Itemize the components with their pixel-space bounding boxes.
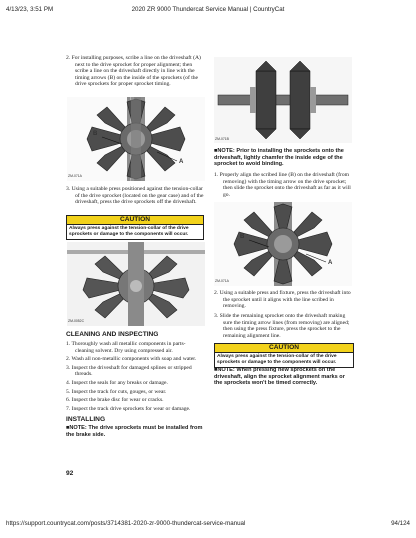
callout-a: A — [328, 260, 333, 266]
right-step-2: 2. Using a suitable press and fixture, press the driveshaft into the sprocket until it aligns with the line scribed in removing. — [214, 290, 351, 310]
figure-caption: ZM-071A — [68, 174, 82, 178]
caution-text: Always press against the tension-collar of the drive sprockets or damage to the components will occur. — [214, 353, 354, 368]
caution-text: Always press against the tension-collar of the drive sprockets or damage to the components will occur. — [66, 225, 204, 240]
driveshaft-image — [214, 57, 352, 143]
sprocket-photo-3 — [214, 202, 352, 286]
driveshaft-photo — [214, 57, 352, 143]
print-url: https://support.countrycat.com/posts/3714381-2020-zr-9000-thundercat-service-manual — [6, 520, 246, 527]
page-number: 92 — [66, 470, 74, 477]
installing-note: ■NOTE: The drive sprockets must be installed from the brake side. — [66, 425, 203, 438]
cleaning-step: 4. Inspect the seals for any breaks or damage. — [66, 379, 168, 386]
figure-caption: ZM-071B — [215, 137, 229, 141]
right-note-1: ■NOTE: Prior to installing the sprockets onto the driveshaft, lightly chamfer the inside edge of the sprocket to avoid binding. — [214, 148, 344, 168]
sprocket-image-2 — [67, 242, 205, 326]
sprocket-image-3 — [214, 202, 352, 286]
print-page-counter: 94/124 — [391, 520, 410, 527]
right-step-3: 3. Slide the remaining sprocket onto the driveshaft making sure the timing arrow lines (from removing) are aligned; then using the press fixture, press the sprocket to the remaining alignment line. — [214, 313, 350, 339]
cleaning-step: 6. Inspect the brake disc for wear or cracks. — [66, 397, 164, 404]
print-timestamp: 4/13/23, 3:51 PM — [6, 6, 54, 13]
figure-caption: ZM-0052C — [68, 319, 85, 323]
caution-box-right — [214, 343, 354, 368]
caution-title: CAUTION — [214, 343, 354, 353]
caution-title: CAUTION — [66, 215, 204, 225]
installing-heading: INSTALLING — [66, 416, 106, 424]
cleaning-heading: CLEANING AND INSPECTING — [66, 331, 159, 338]
callout-b: B — [93, 131, 98, 137]
sprocket-image-1 — [67, 97, 205, 181]
sprocket-photo-2 — [67, 242, 205, 326]
left-step-3: 3. Using a suitable press positioned against the tension-collar of the drive sprocket (located on the gear case) and of the driveshaft, press the drive sprockets off the driveshaft. — [66, 186, 204, 206]
right-step-1: 1. Properly align the scribed line (B) on the driveshaft (from removing) with the timing arrow on the drive sprocket; then slide the sprocket onto the driveshaft as far as it will go. — [214, 172, 351, 198]
callout-b: B — [240, 234, 245, 240]
cleaning-step: 7. Inspect the track drive sprockets for wear or damage. — [66, 405, 191, 412]
cleaning-step: 5. Inspect the track for cuts, gouges, or wear. — [66, 388, 167, 395]
cleaning-step: 3. Inspect the driveshaft for damaged splines or stripped threads. — [66, 364, 192, 378]
print-page-title: 2020 ZR 9000 Thundercat Service Manual | CountryCat — [131, 6, 285, 13]
figure-caption: ZM-071A — [215, 279, 229, 283]
cleaning-section — [66, 331, 204, 439]
cleaning-step: 2. Wash all non-metallic components with soap and water. — [66, 356, 197, 363]
caution-box-left — [66, 215, 204, 240]
sprocket-photo-1 — [67, 97, 205, 181]
right-note-2: ■NOTE: When pressing new sprockets on the driveshaft, align the sprocket alignment marks or the sprockets won't be timed correctly. — [214, 367, 345, 387]
callout-a: A — [179, 159, 184, 165]
left-step-2: 2. For installing purposes, scribe a line on the driveshaft (A) next to the drive sprocket for proper alignment; then scribe a line on the driveshaft directly in line with the timing arrows (B) on the inside of the sprockets (of the drive sprockets for proper sprocket timing. — [66, 55, 201, 88]
cleaning-step: 1. Thoroughly wash all metallic components in parts-cleaning solvent. Dry using compressed air. — [66, 341, 186, 354]
